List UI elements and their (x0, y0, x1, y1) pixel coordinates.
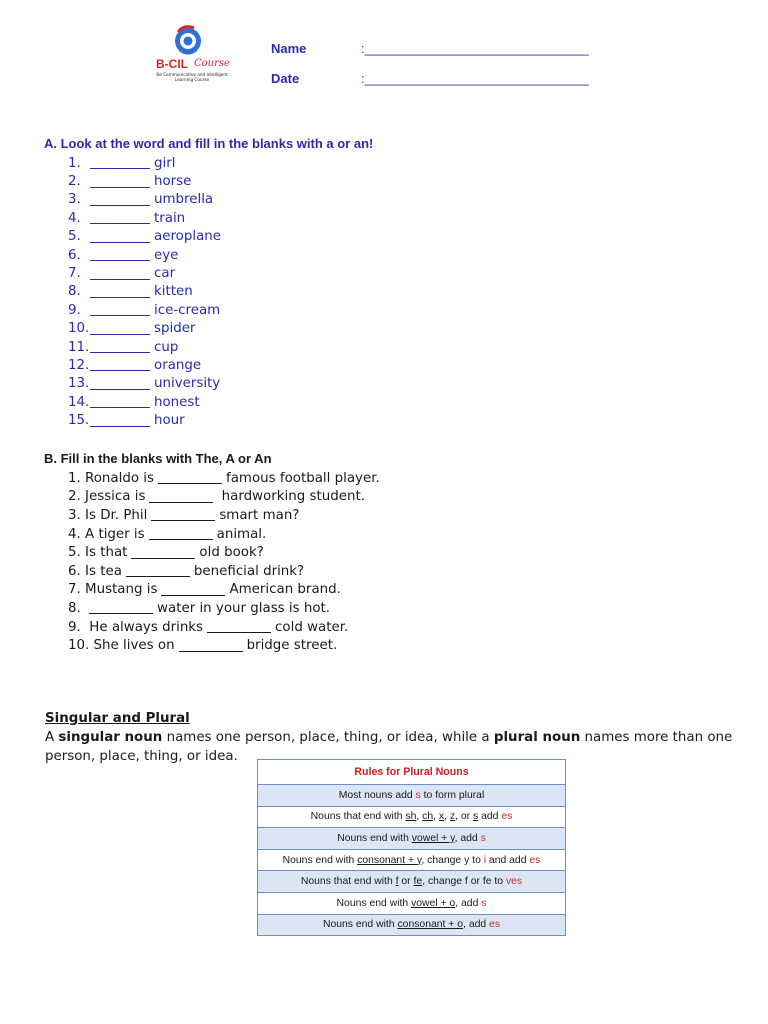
answer-blank[interactable] (90, 212, 150, 224)
list-item (68, 154, 221, 172)
section-b-list (68, 469, 380, 655)
list-item (68, 636, 380, 655)
list-item (68, 469, 380, 488)
item-word: kitten (154, 284, 193, 300)
answer-blank[interactable] (90, 157, 150, 169)
answer-blank[interactable] (89, 602, 153, 614)
table-header-row (258, 760, 566, 785)
answer-blank[interactable] (151, 509, 215, 521)
item-number: 5. (68, 229, 81, 245)
table-row (258, 892, 566, 914)
sentence-start: 9. He always drinks (68, 619, 204, 635)
plural-rules-table (257, 759, 566, 936)
list-item (68, 488, 380, 507)
sentence-end: bridge street. (246, 638, 338, 654)
rule-cell: Nouns end with vowel + o, add s (258, 892, 566, 914)
sentence-end: American brand. (229, 582, 341, 598)
rule-cell: Nouns that end with f or fe, change f or fe to ves (258, 871, 566, 893)
answer-blank[interactable] (90, 249, 150, 261)
sentence-start: 3. Is Dr. Phil (68, 507, 148, 523)
sentence-end: beneficial drink? (193, 563, 305, 579)
logo-tagline: Be Communicative and Intelligent Learning Course (156, 72, 228, 82)
item-word: university (154, 376, 221, 392)
answer-blank[interactable] (90, 341, 150, 353)
answer-blank[interactable] (179, 640, 243, 652)
item-number: 8. (68, 284, 81, 300)
list-item (68, 543, 380, 562)
item-word: train (154, 210, 186, 226)
date-label: Date (271, 71, 300, 86)
logo-script: Course (194, 58, 230, 69)
item-number: 10. (68, 321, 90, 337)
sentence-start: 8. (68, 600, 86, 616)
list-item (68, 411, 221, 429)
rule-cell: Most nouns add s to form plural (258, 785, 566, 807)
item-number: 3. (68, 192, 81, 208)
item-number: 2. (68, 174, 81, 190)
date-field[interactable]: :_______________________________ (361, 71, 589, 86)
answer-blank[interactable] (90, 415, 150, 427)
answer-blank[interactable] (90, 323, 150, 335)
item-word: horse (154, 174, 192, 190)
answer-blank[interactable] (90, 286, 150, 298)
rule-cell: Nouns end with vowel + y, add s (258, 828, 566, 850)
item-word: honest (154, 394, 200, 410)
item-number: 13. (68, 376, 90, 392)
list-item (68, 228, 221, 246)
answer-blank[interactable] (126, 565, 190, 577)
answer-blank[interactable] (90, 194, 150, 206)
rule-cell: Nouns end with consonant + o, add es (258, 914, 566, 936)
table-row (258, 849, 566, 871)
item-word: car (154, 266, 176, 282)
paragraph-text: A (45, 730, 59, 745)
table-row (258, 785, 566, 807)
section-a-list (68, 154, 221, 430)
sentence-start: 10. She lives on (68, 638, 175, 654)
item-word: aeroplane (154, 229, 221, 245)
name-field[interactable]: :_______________________________ (361, 41, 589, 56)
list-item (68, 246, 221, 264)
list-item (68, 525, 380, 544)
table-row (258, 871, 566, 893)
answer-blank[interactable] (90, 378, 150, 390)
logo-text: B-CIL (156, 57, 188, 71)
paragraph-text: names more than one person, place, thing, or idea. (45, 730, 733, 764)
item-number: 1. (68, 155, 81, 171)
answer-blank[interactable] (207, 621, 271, 633)
list-item (68, 581, 380, 600)
item-word: umbrella (154, 192, 214, 208)
list-item (68, 506, 380, 525)
answer-blank[interactable] (131, 547, 195, 559)
answer-blank[interactable] (161, 584, 225, 596)
singular-plural-title: Singular and Plural (45, 711, 190, 726)
bcil-logo (150, 24, 230, 86)
answer-blank[interactable] (90, 268, 150, 280)
sentence-start: 1. Ronaldo is (68, 470, 154, 486)
sentence-start: 6. Is tea (68, 563, 122, 579)
singular-noun-term: singular noun (58, 730, 163, 745)
table-row (258, 806, 566, 828)
answer-blank[interactable] (90, 231, 150, 243)
table-header: Rules for Plural Nouns (258, 760, 566, 785)
item-number: 7. (68, 266, 81, 282)
item-word: ice-cream (154, 302, 221, 318)
item-word: eye (154, 247, 179, 263)
item-word: girl (154, 155, 176, 171)
sentence-end: famous football player. (226, 470, 380, 486)
list-item (68, 264, 221, 282)
table-row (258, 914, 566, 936)
item-number: 11. (68, 339, 90, 355)
answer-blank[interactable] (90, 304, 150, 316)
list-item (68, 320, 221, 338)
section-b-title: B. Fill in the blanks with The, A or An (44, 451, 272, 466)
section-a-title: A. Look at the word and fill in the blanks with a or an! (44, 136, 374, 151)
list-item (68, 562, 380, 581)
list-item (68, 356, 221, 374)
list-item (68, 283, 221, 301)
item-word: spider (154, 321, 196, 337)
item-number: 6. (68, 247, 81, 263)
list-item (68, 301, 221, 319)
sentence-end: water in your glass is hot. (157, 600, 331, 616)
list-item (68, 172, 221, 190)
sentence-start: 4. A tiger is (68, 526, 145, 542)
answer-blank[interactable] (158, 472, 222, 484)
name-label: Name (271, 41, 307, 56)
item-number: 9. (68, 302, 81, 318)
rule-cell: Nouns end with consonant + y, change y to i and add es (258, 849, 566, 871)
sentence-end: smart man? (219, 507, 300, 523)
list-item (68, 191, 221, 209)
item-word: cup (154, 339, 179, 355)
sentence-end: animal. (216, 526, 267, 542)
answer-blank[interactable] (90, 396, 150, 408)
sentence-start: 2. Jessica is (68, 489, 146, 505)
item-word: hour (154, 413, 185, 429)
table-row (258, 828, 566, 850)
answer-blank[interactable] (90, 359, 150, 371)
item-number: 15. (68, 413, 90, 429)
list-item (68, 338, 221, 356)
answer-blank[interactable] (149, 491, 213, 503)
item-word: orange (154, 357, 202, 373)
answer-blank[interactable] (149, 528, 213, 540)
answer-blank[interactable] (90, 176, 150, 188)
plural-noun-term: plural noun (493, 730, 581, 745)
list-item (68, 209, 221, 227)
paragraph-text: names one person, place, thing, or idea, while a (162, 730, 494, 745)
item-number: 4. (68, 210, 81, 226)
sentence-end: hardworking student. (217, 489, 365, 505)
sentence-start: 7. Mustang is (68, 582, 158, 598)
rule-cell: Nouns that end with sh, ch, x, z, or s add es (258, 806, 566, 828)
sentence-end: old book? (199, 545, 264, 561)
sentence-end: cold water. (275, 619, 349, 635)
list-item (68, 393, 221, 411)
list-item (68, 375, 221, 393)
item-number: 12. (68, 357, 90, 373)
sentence-start: 5. Is that (68, 545, 128, 561)
list-item (68, 618, 380, 637)
item-number: 14. (68, 394, 90, 410)
list-item (68, 599, 380, 618)
